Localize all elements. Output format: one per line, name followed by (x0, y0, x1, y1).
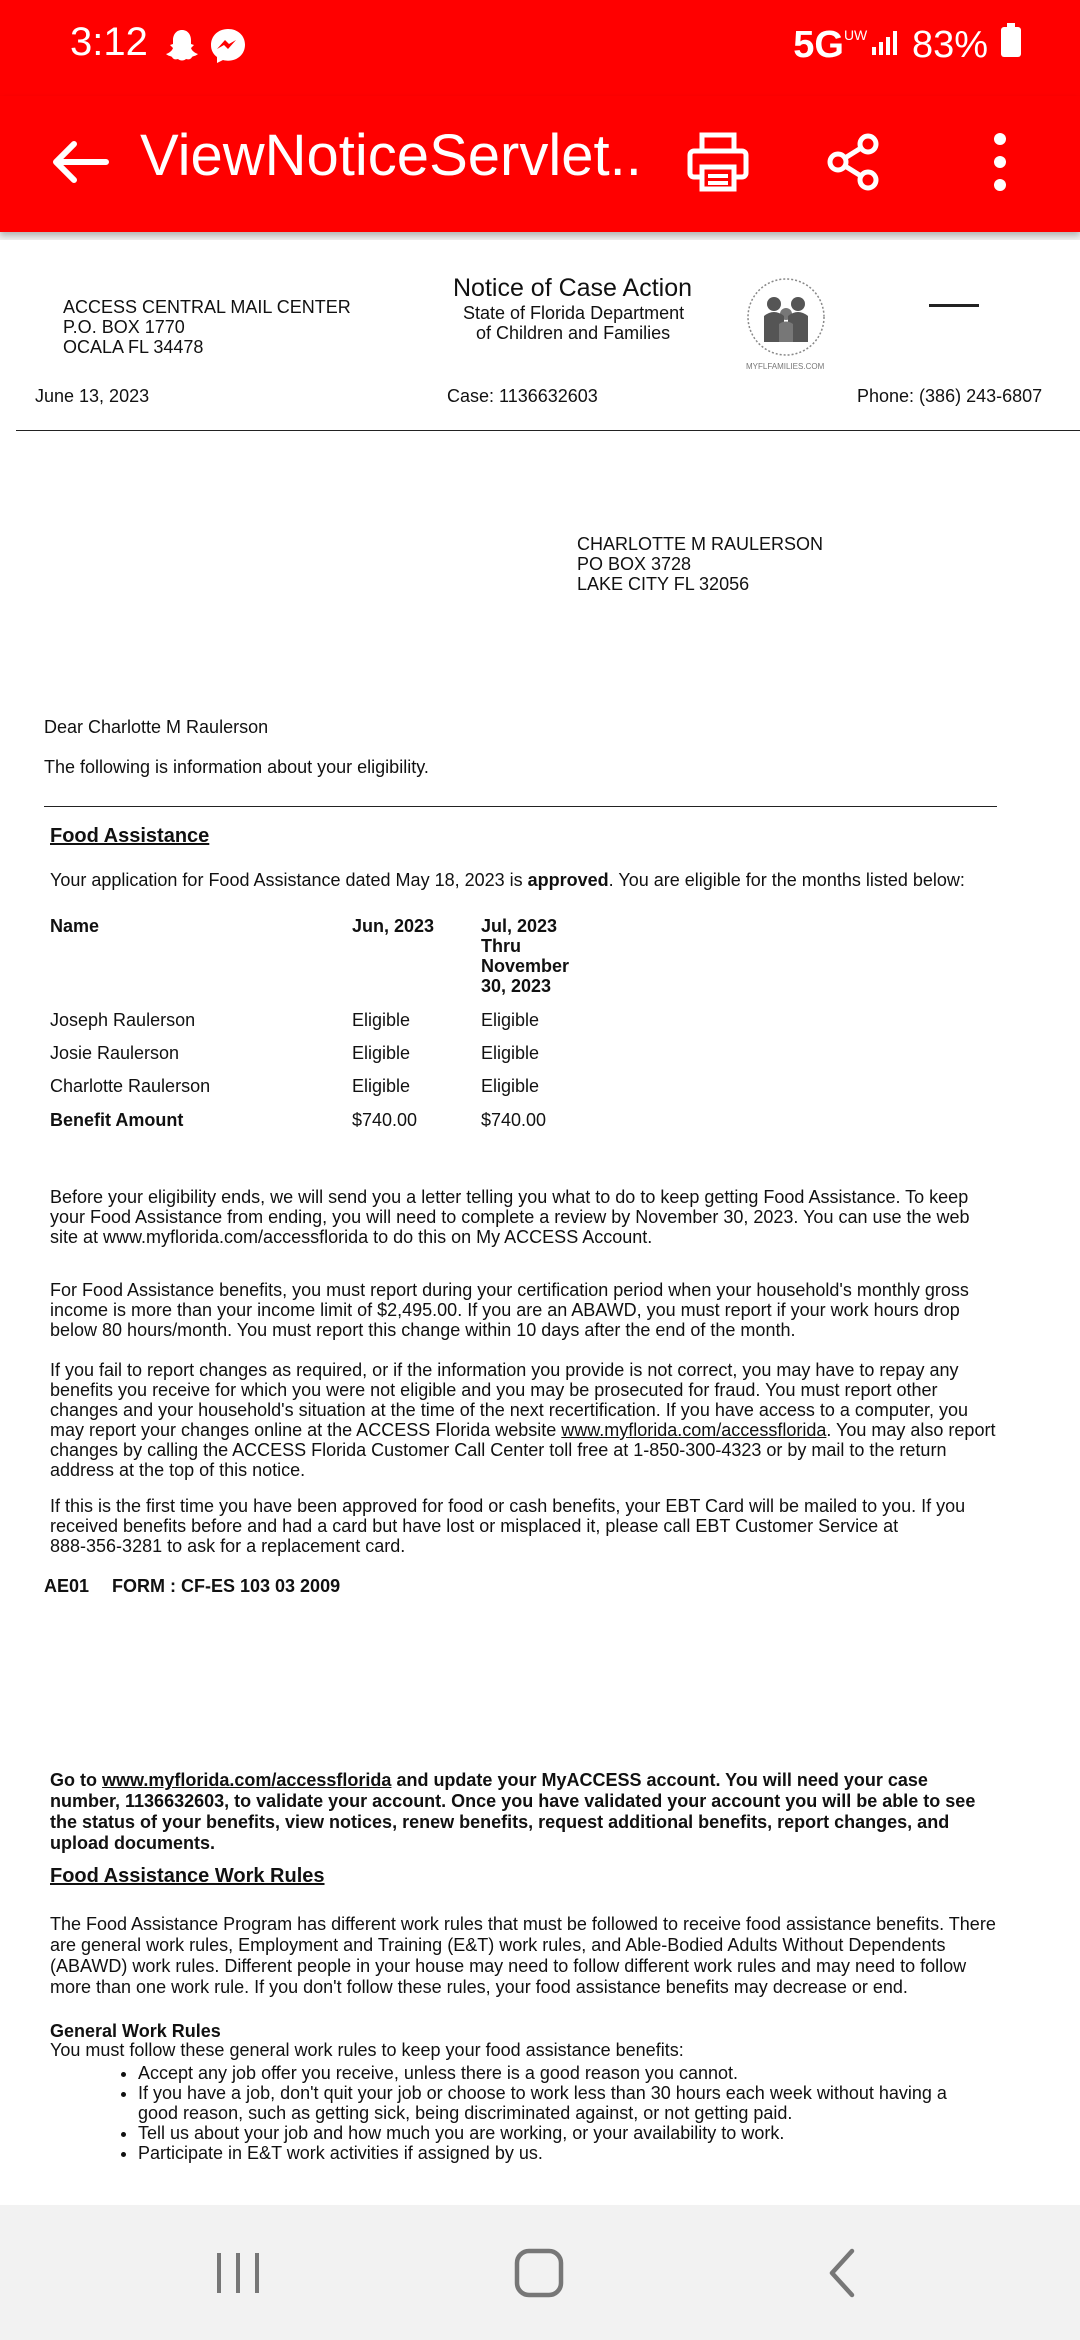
mail-center-line2: P.O. BOX 1770 (63, 317, 185, 337)
list-item: • Tell us about your job and how much you are working, or your availability to work. (138, 2123, 968, 2143)
home-icon[interactable] (505, 2243, 575, 2303)
logo-text: MYFLFAMILIES.COM (746, 362, 825, 371)
table-header-end-date: 30, 2023 (481, 976, 552, 996)
print-icon[interactable] (680, 124, 756, 200)
intro-rule (44, 806, 997, 807)
form-id: FORM : CF-ES 103 03 2009 (112, 1576, 341, 1596)
app-bar (0, 96, 1080, 232)
back-arrow-icon[interactable] (48, 130, 112, 194)
table-row-name: Joseph Raulerson (50, 1010, 196, 1030)
work-rules-paragraph-line: are general work rules, Employment and Training (E&T) work rules, and Able-Bodied Adults Without Dependents (50, 1935, 946, 1955)
notice-document (0, 240, 1080, 2205)
fraud-paragraph-line: benefits you receive for which you were not eligible and you may be prosecuted for fraud. You must report other (50, 1380, 938, 1400)
back-icon[interactable] (808, 2243, 878, 2303)
goto-paragraph-line: upload documents. (50, 1833, 216, 1853)
fraud-paragraph-line: changes and your household's situation at the time of the next recertification. If you have access to a computer, you (50, 1400, 968, 1420)
system-nav-bar (0, 2205, 1080, 2340)
food-assistance-heading: Food Assistance (50, 825, 210, 847)
goto-paragraph-line: the status of your benefits, view notices, renew benefits, request additional benefits, report changes, and (50, 1812, 950, 1832)
header-dash (929, 304, 979, 307)
more-options-icon[interactable] (962, 124, 1038, 200)
table-header-november: November (481, 956, 570, 976)
benefit-amount-jul-nov: $740.00 (481, 1110, 547, 1130)
reporting-paragraph-line: below 80 hours/month. You must report this change within 10 days after the end of the month. (50, 1320, 796, 1340)
general-rules-intro: You must follow these general work rules to keep your food assistance benefits: (50, 2040, 684, 2060)
table-row-name: Josie Raulerson (50, 1043, 180, 1063)
recipient-line1: CHARLOTTE M RAULERSON (577, 534, 824, 554)
review-paragraph-line: Before your eligibility ends, we will send you a letter telling you what to do to keep getting Food Assistance. To keep (50, 1187, 969, 1207)
list-item: • Accept any job offer you receive, unless there is a good reason you cannot. (138, 2063, 968, 2083)
recipient-line2: PO BOX 3728 (577, 554, 692, 574)
benefit-amount-jun: $740.00 (352, 1110, 418, 1130)
reporting-paragraph-line: For Food Assistance benefits, you must report during your certification period when your household's monthly gross (50, 1280, 969, 1300)
share-icon[interactable] (816, 124, 892, 200)
fraud-paragraph-line: If you fail to report changes as required, or if the information you provide is not correct, you may have to repay any (50, 1360, 959, 1380)
signal-icon (870, 24, 900, 67)
table-cell: Eligible (352, 1010, 411, 1030)
mail-center-line3: OCALA FL 34478 (63, 337, 204, 357)
table-cell: Eligible (352, 1043, 411, 1063)
table-cell: Eligible (481, 1043, 540, 1063)
mail-center-line1: ACCESS CENTRAL MAIL CENTER (63, 297, 351, 317)
list-item: • Participate in E&T work activities if assigned by us. (138, 2143, 968, 2163)
header-rule (16, 430, 1080, 431)
page-title: ViewNoticeServlet.. (140, 123, 642, 188)
table-cell: Eligible (481, 1076, 540, 1096)
fraud-paragraph-line: may report your changes online at the ACCESS Florida website www.myflorida.com/accessflorida. You may also report (50, 1420, 996, 1440)
greeting: Dear Charlotte M Raulerson (44, 717, 269, 737)
work-rules-paragraph-line: more than one work rule. If you don't follow these rules, your food assistance benefits may decrease or end. (50, 1977, 908, 1997)
work-rules-paragraph-line: (ABAWD) work rules. Different people in your house may need to follow different work rules and may need to follow (50, 1956, 967, 1976)
goto-paragraph-line: number, 1136632603, to validate your account. Once you have validated your account you will be able to see (50, 1791, 976, 1811)
ebt-paragraph-line: 888-356-3281 to ask for a replacement card. (50, 1536, 406, 1556)
recipient-line3: LAKE CITY FL 32056 (577, 574, 750, 594)
status-bar (0, 0, 1080, 96)
accessflorida-link[interactable]: www.myflorida.com/accessflorida (561, 1420, 827, 1440)
messenger-icon (208, 26, 248, 71)
benefit-amount-label: Benefit Amount (50, 1110, 184, 1130)
approval-text: Your application for Food Assistance dated May 18, 2023 is approved. You are eligible for the months listed below: (50, 870, 965, 890)
reporting-paragraph-line: income is more than your income limit of $2,495.00. If you are an ABAWD, you must report if your work hours drop (50, 1300, 960, 1320)
dept-line1: State of Florida Department (463, 303, 685, 323)
table-cell: Eligible (352, 1076, 411, 1096)
table-cell: Eligible (481, 1010, 540, 1030)
network-indicator: 5GUW (793, 23, 868, 66)
list-item: • If you have a job, don't quit your job or choose to work less than 30 hours each week without having a good reason, such as getting sick, being discriminated against, or not getting paid. (138, 2083, 968, 2123)
case-number: Case: 1136632603 (447, 386, 598, 406)
dcf-logo (742, 274, 830, 374)
snapchat-icon (162, 26, 202, 71)
phone-number: Phone: (386) 243-6807 (857, 386, 1043, 406)
review-paragraph-line: your Food Assistance from ending, you will need to complete a review by November 30, 2023. You can use the web (50, 1207, 970, 1227)
ebt-paragraph-line: If this is the first time you have been approved for food or cash benefits, your EBT Card will be mailed to you. If you (50, 1496, 966, 1516)
ebt-paragraph-line: received benefits before and had a card but have lost or misplaced it, please call EBT Customer Service at (50, 1516, 899, 1536)
review-paragraph-line: site at www.myflorida.com/accessflorida to do this on My ACCESS Account. (50, 1227, 653, 1247)
fraud-paragraph-line: changes by calling the ACCESS Florida Customer Call Center toll free at 1-850-300-4323 or by mail to the return (50, 1440, 947, 1460)
battery-icon (1000, 22, 1022, 68)
intro-text: The following is information about your eligibility. (44, 757, 429, 777)
dept-line2: of Children and Families (476, 323, 671, 343)
goto-paragraph-line: Go to www.myflorida.com/accessflorida and update your MyACCESS account. You will need your case (50, 1770, 928, 1790)
battery-percent: 83% (911, 23, 988, 66)
fraud-paragraph-line: address at the top of this notice. (50, 1460, 306, 1480)
general-rules-list (50, 2063, 968, 2163)
table-header-jul: Jul, 2023 (481, 916, 558, 936)
goto-link[interactable]: www.myflorida.com/accessflorida (102, 1770, 392, 1790)
general-rules-heading: General Work Rules (50, 2021, 221, 2041)
status-right (793, 22, 1022, 68)
table-header-jun: Jun, 2023 (352, 916, 435, 936)
work-rules-heading: Food Assistance Work Rules (50, 1865, 325, 1887)
table-header-thru: Thru (481, 936, 521, 956)
table-row-name: Charlotte Raulerson (50, 1076, 211, 1096)
work-rules-paragraph-line: The Food Assistance Program has different work rules that must be followed to receive food assistance benefits. There (50, 1914, 996, 1934)
status-time: 3:12 (70, 20, 148, 64)
form-code: AE01 (44, 1576, 90, 1596)
table-header-name: Name (50, 916, 100, 936)
notice-title: Notice of Case Action (453, 274, 693, 302)
recent-apps-icon[interactable] (203, 2243, 273, 2303)
notice-date: June 13, 2023 (35, 386, 150, 406)
